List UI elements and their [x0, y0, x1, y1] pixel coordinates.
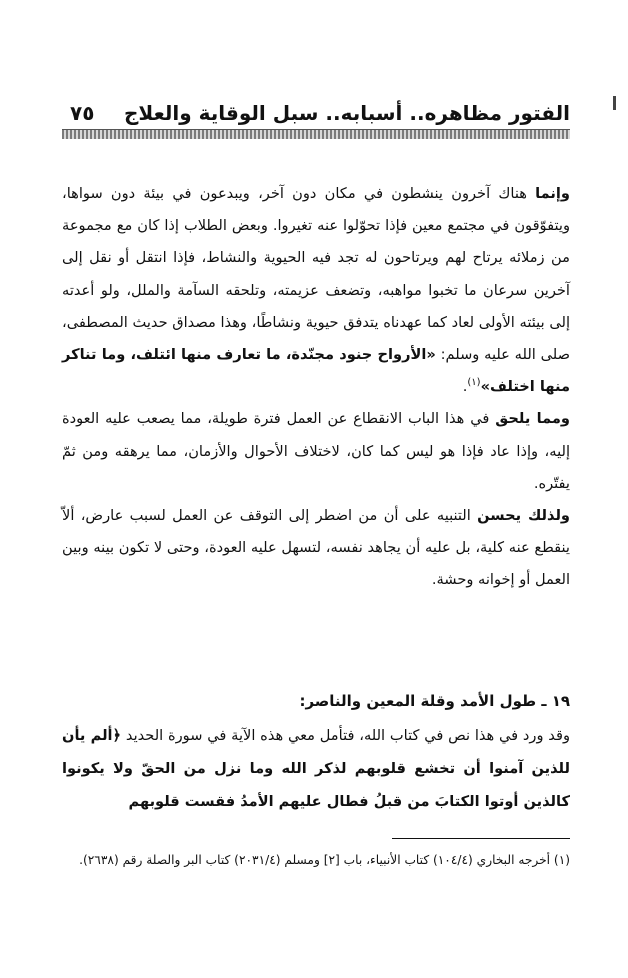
header-title: الفتور مظاهره.. أسبابه.. سبل الوقاية والعلاج	[123, 101, 570, 125]
section-heading: ١٩ ـ طول الأمد وقلة المعين والناصر:	[299, 692, 570, 710]
hadith-quote: «الأرواح جنود مجنّدة، ما تعارف منها ائتلف، وما تناكر منها اختلف»	[62, 346, 570, 396]
paragraph-tail: .	[462, 378, 468, 396]
paragraph-lead: ولذلك يحسن	[477, 507, 570, 525]
footnote-1: (١) أخرجه البخاري (١٠٤/٤) كتاب الأنبياء، باب [٢] ومسلم (٢٠٣١/٤) كتاب البر والصلة رقم (٢٦٣٨).	[79, 853, 570, 867]
paragraph-2	[62, 403, 570, 500]
footnotes	[62, 846, 570, 874]
paragraph-3	[62, 500, 570, 597]
paragraph-lead: ومما يلحق	[495, 410, 571, 428]
running-header	[70, 93, 570, 127]
footnote-divider	[392, 838, 570, 839]
edge-mark	[613, 96, 616, 110]
paragraph-4	[62, 719, 570, 818]
paragraph-text: هناك آخرون ينشطون في مكان دون آخر، ويبدعون في بيئة دون سواها، ويتفوّقون في مجتمع معين فإذا تحوّلوا عنه تغيروا. وبعض الطلاب إذا كان مع مجموعة من زملائه يرتاح لهم ويرتاحون له تجد فيه الحيوية والنشاط، فإذا انتقل أو نقل إلى آخرين سرعان ما تخبوا مواهبه، وتضعف عزيمته، وتلحقه السآمة والملل، ولو أعدته إلى بيئته الأولى لعاد كما عهدناه يتدفق حيوية ونشاطًا، وهذا مصداق حديث المصطفى، صلى الله عليه وسلم:	[62, 185, 570, 364]
footnote-reference: (١)	[467, 377, 481, 389]
paragraph-text: في هذا الباب الانقطاع عن العمل فترة طويلة، مما يصعب عليه العودة إليه، وإذا عاد فإذا هو ليس كما كان، لاختلاف الأحوال والأزمان، مما يرهقه ومن ثمّ يفتّره.	[62, 410, 570, 492]
section-text	[62, 719, 570, 818]
paragraph-text: التنبيه على أن من اضطر إلى التوقف عن العمل لسبب عارض، ألاّ ينقطع عنه كلية، بل عليه أن يجاهد نفسه، لتسهل عليه العودة، وحتى لا تكون بينه وبين العمل أو إخوانه وحشة.	[62, 507, 570, 589]
paragraph-lead: وإنما	[535, 185, 570, 202]
page-number: ٧٥	[70, 101, 95, 125]
paragraph-text: وقد ورد في هذا نص في كتاب الله، فتأمل معي هذه الآية في سورة الحديد	[121, 727, 570, 744]
quran-verse: ﴿ألم يأن للذين آمنوا أن تخشع قلوبهم لذكر الله وما نزل من الحقّ ولا يكونوا كالذين أوتوا الكتابَ من قبلُ فطال عليهم الأمدُ فقست قلوبهم	[62, 727, 570, 810]
paragraph-1	[62, 178, 570, 403]
header-rule	[62, 129, 570, 139]
main-text	[62, 178, 570, 597]
